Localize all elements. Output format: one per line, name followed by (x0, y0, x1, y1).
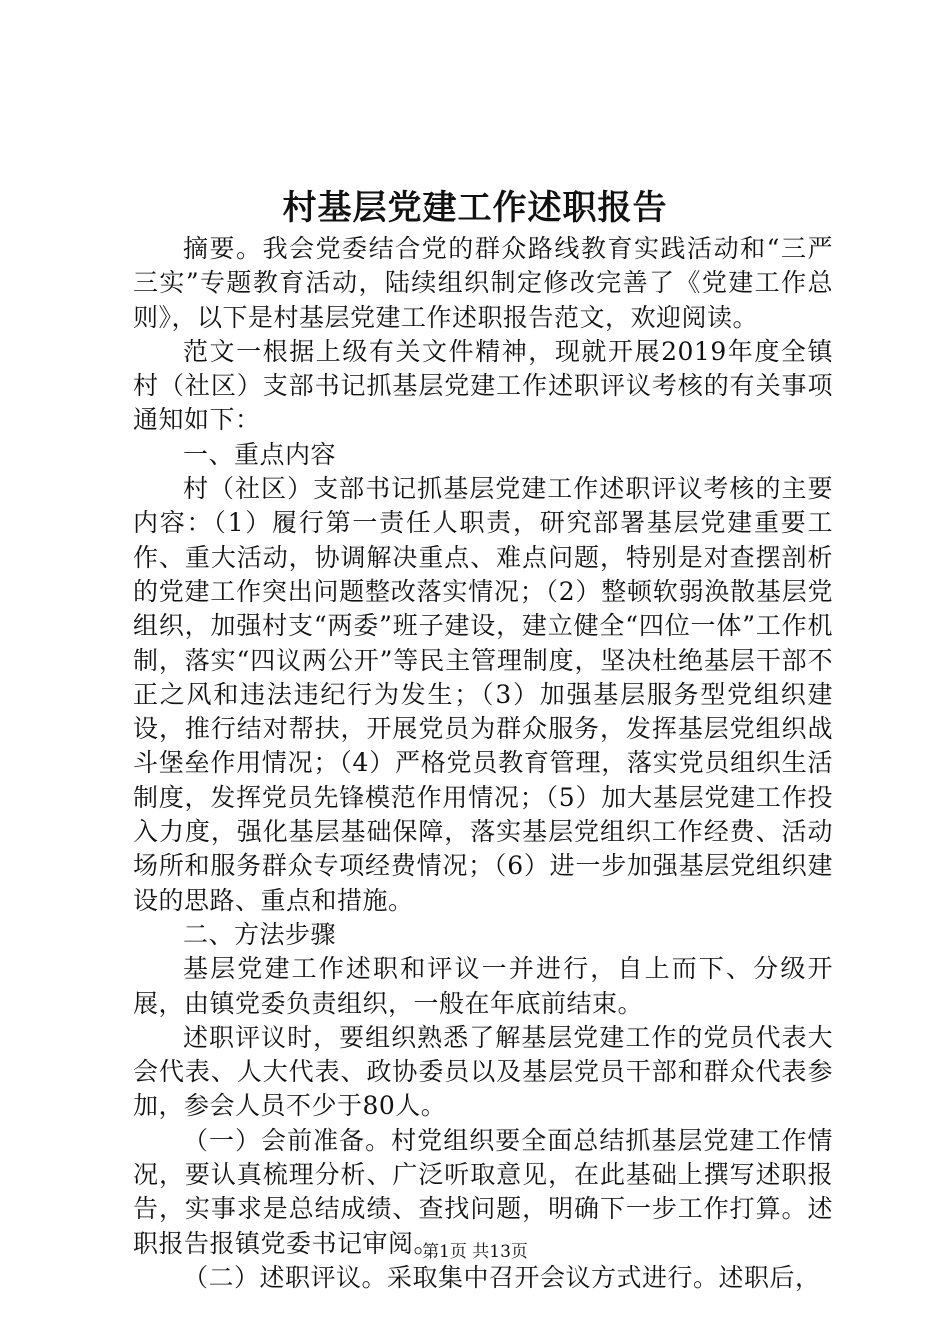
page-number-footer: 第1页 共13页 (422, 1242, 528, 1262)
paragraph-abstract: 摘要。我会党委结合党的群众路线教育实践活动和“三严三实”专题教育活动，陆续组织制定修改完善了《党建工作总则》，以下是村基层党建工作述职报告范文，欢迎阅读。 (133, 234, 833, 332)
document-title: 村基层党建工作述职报告 (282, 188, 668, 228)
paragraph-intro: 范文一根据上级有关文件精神，现就开展2019年度全镇村（社区）支部书记抓基层党建工作述职评议考核的有关事项通知如下： (133, 336, 833, 435)
section-heading-method-steps: 二、方法步骤 (183, 919, 337, 949)
paragraph-method-1: 基层党建工作述职和评议一并进行，自上而下、分级开展，由镇党委负责组织，一般在年底前结束。 (133, 954, 833, 1018)
paragraph-key-content: 村（社区）支部书记抓基层党建工作述职评议考核的主要内容：（1）履行第一责任人职责，研究部署基层党建重要工作、重大活动，协调解决重点、难点问题，特别是对查摆剖析的党建工作突出问题整改落实情况；（2）整顿软弱涣散基层党组织，加强村支“两委”班子建设，建立健全“四位一体”工作机制，落实“四议两公开”等民主管理制度，坚决杜绝基层干部不正之风和违法违纪行为发生；（3）加强基层服务型党组织建设，推行结对帮扶，开展党员为群众服务，发挥基层党组织战斗堡垒作用情况；（4）严格党员教育管理，落实党员组织生活制度，发挥党员先锋模范作用情况；（5）加大基层党建工作投入力度，强化基层基础保障，落实基层党组织工作经费、活动场所和服务群众专项经费情况；（6）进一步加强基层党组织建设的思路、重点和措施。 (133, 474, 833, 915)
document-body (133, 232, 833, 1295)
paragraph-preparation: （一）会前准备。村党组织要全面总结抓基层党建工作情况，要认真梳理分析、广泛听取意见，在此基础上撰写述职报告，实事求是总结成绩、查找问题，明确下一步工作打算。述职报告报镇党委书记审阅。 (133, 1125, 833, 1258)
section-heading-key-content: 一、重点内容 (183, 439, 337, 469)
paragraph-method-2: 述职评议时，要组织熟悉了解基层党建工作的党员代表大会代表、人大代表、政协委员以及基层党员干部和群众代表参加，参会人员不少于80人。 (133, 1022, 833, 1121)
paragraph-review: （二）述职评议。采取集中召开会议方式进行。述职后， (183, 1262, 821, 1292)
